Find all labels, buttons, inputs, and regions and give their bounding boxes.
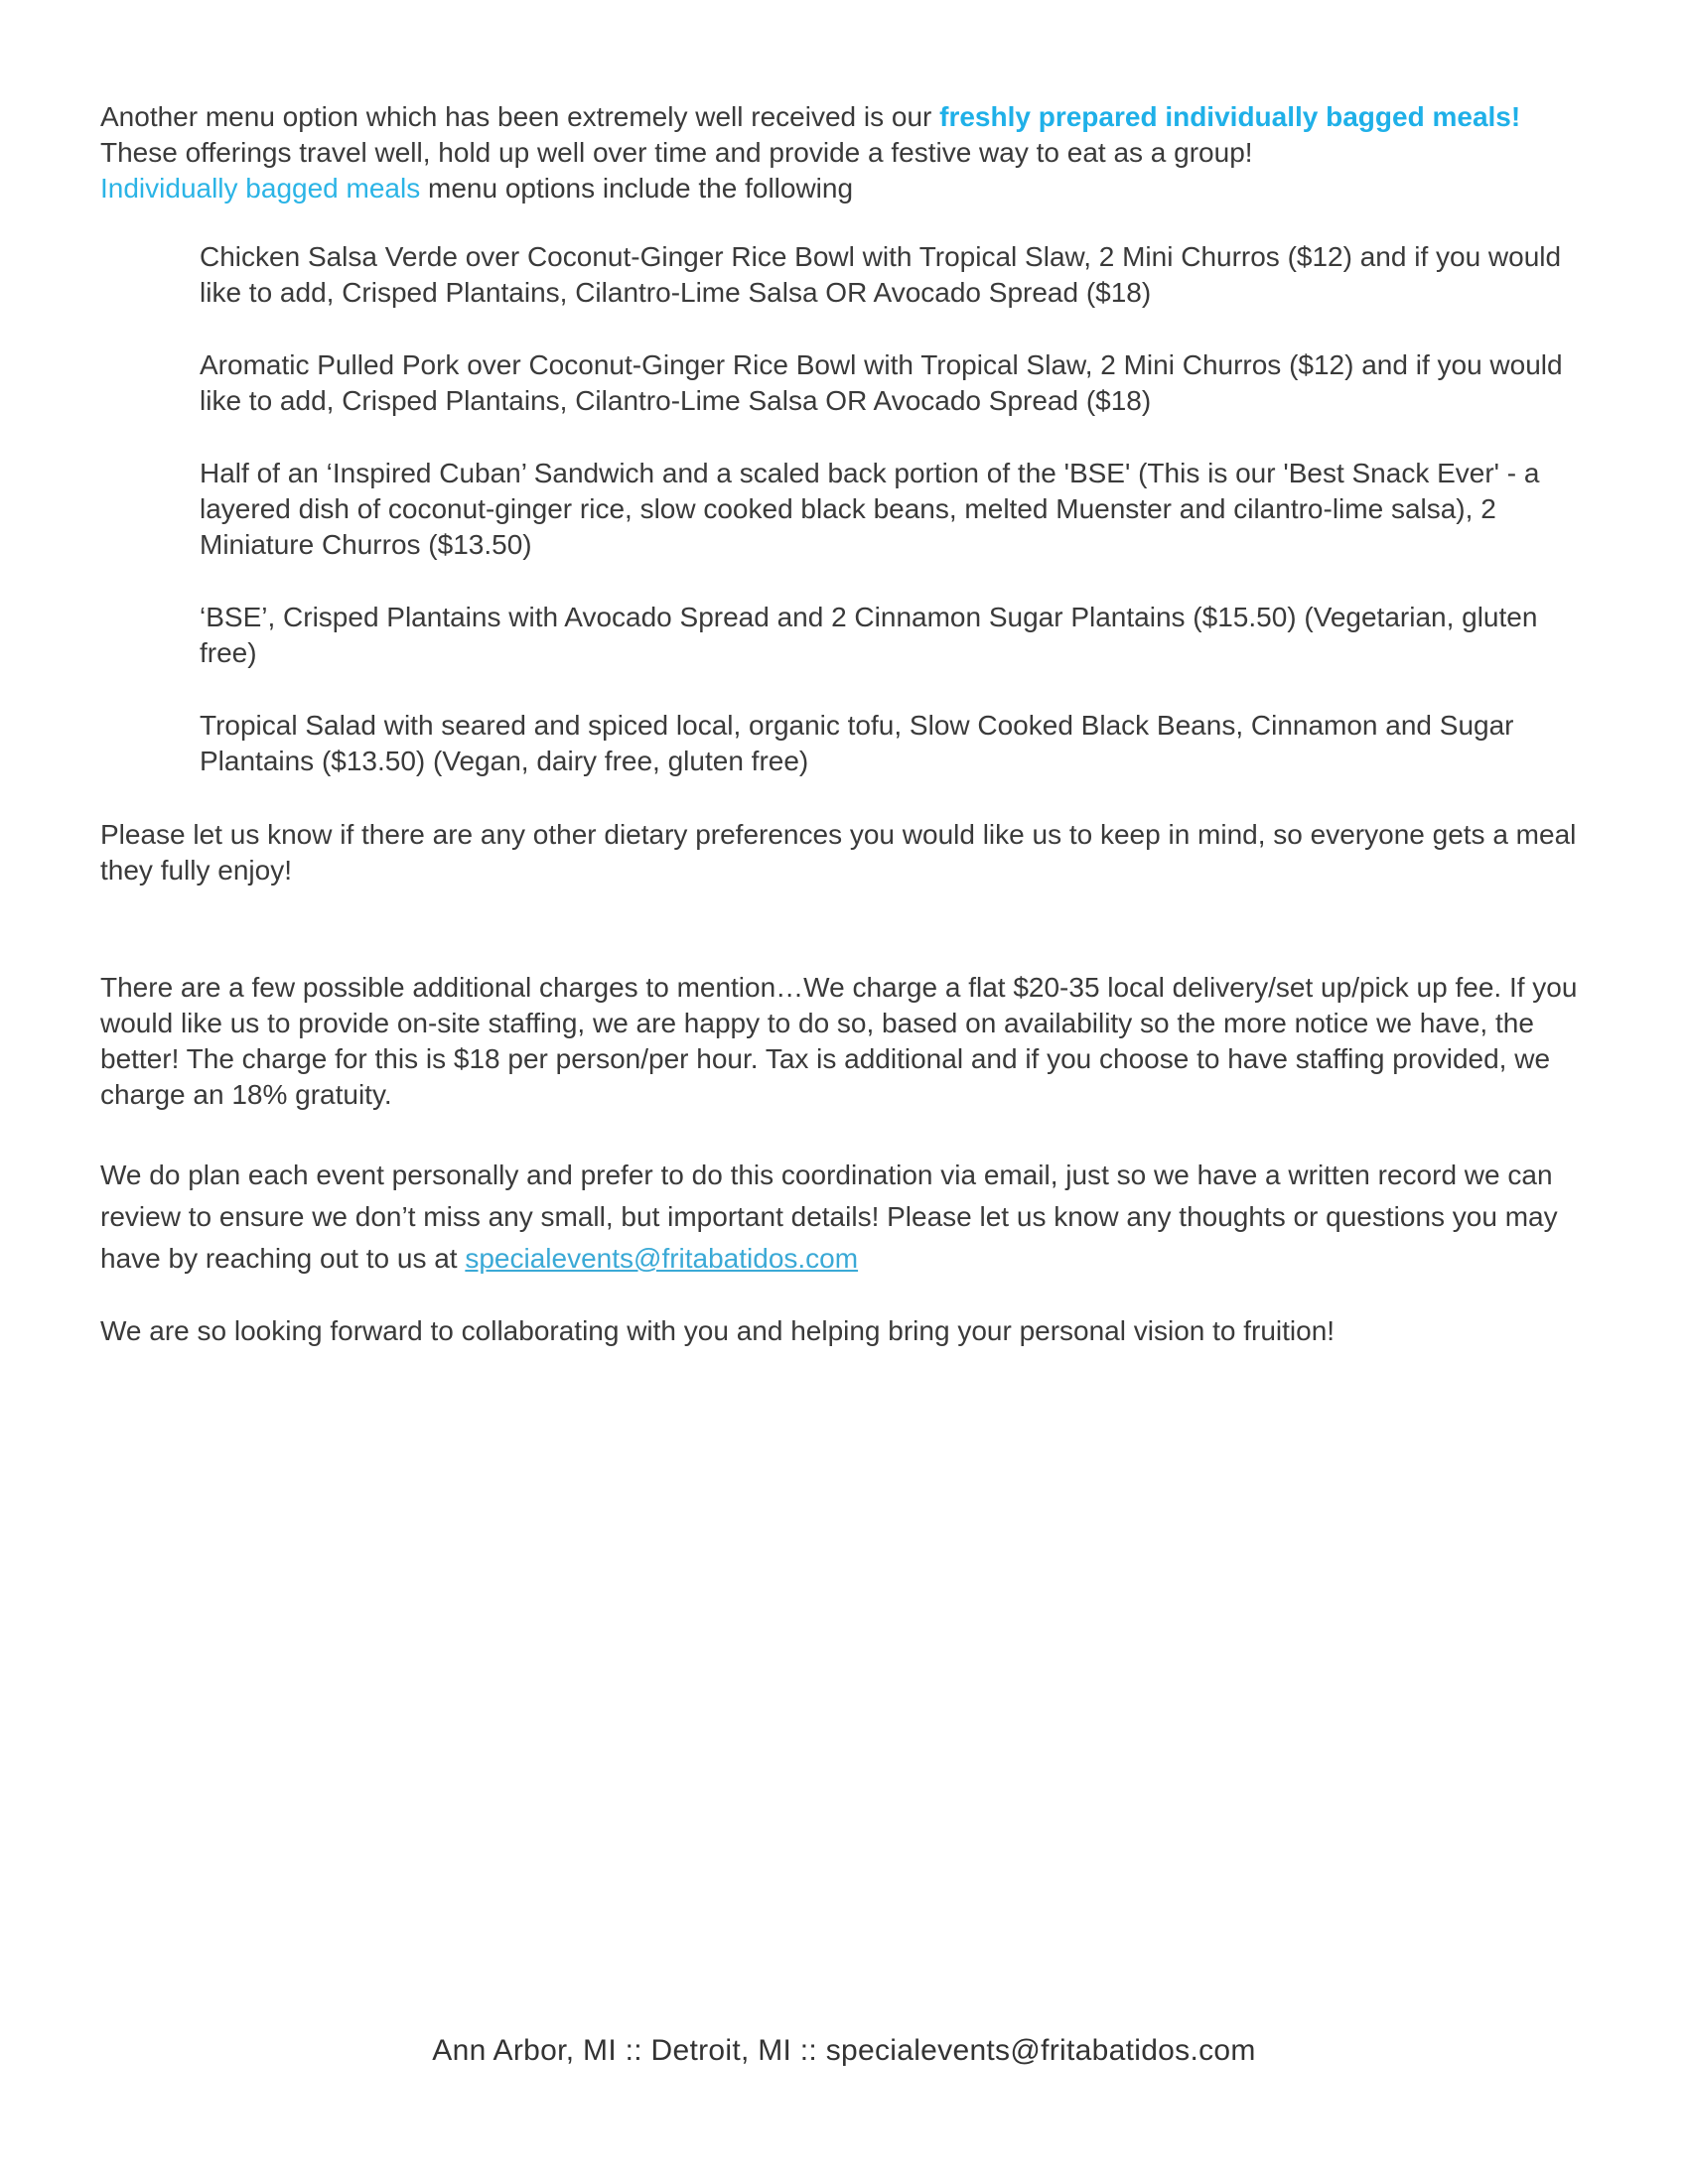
intro-line-1-text: Another menu option which has been extremely well received is our xyxy=(100,101,940,132)
menu-item: Chicken Salsa Verde over Coconut-Ginger Rice Bowl with Tropical Slaw, 2 Mini Churros ($12) and if you would like to add, Crisped Plantains, Cilantro-Lime Salsa OR Avocado Spread ($18) xyxy=(200,241,1562,308)
menu-item: Aromatic Pulled Pork over Coconut-Ginger Rice Bowl with Tropical Slaw, 2 Mini Churros ($12) and if you would like to add, Crisped Plantains, Cilantro-Lime Salsa OR Avocado Spread ($18) xyxy=(200,349,1563,416)
menu-item: Half of an ‘Inspired Cuban’ Sandwich and a scaled back portion of the 'BSE' (This is our 'Best Snack Ever' - a layered dish of coconut-ginger rice, slow cooked black beans, melted Muenster and cilantro-lime salsa), 2 Miniature Churros ($13.50) xyxy=(200,458,1540,560)
intro-line-3 xyxy=(100,171,1590,206)
email-link[interactable]: specialevents@fritabatidos.com xyxy=(465,1243,859,1274)
menu-item: ‘BSE’, Crisped Plantains with Avocado Spread and 2 Cinnamon Sugar Plantains ($15.50) (Vegetarian, gluten free) xyxy=(200,602,1538,668)
menu-item: Tropical Salad with seared and spiced local, organic tofu, Slow Cooked Black Beans, Cinnamon and Sugar Plantains ($13.50) (Vegan, dairy free, gluten free) xyxy=(200,710,1514,776)
intro-line-3-text: menu options include the following xyxy=(420,173,854,204)
intro-line-2: These offerings travel well, hold up well over time and provide a festive way to eat as a group! xyxy=(100,137,1253,168)
closing-note: We are so looking forward to collaborating with you and helping bring your personal vision to fruition! xyxy=(100,1315,1336,1346)
menu-options-list xyxy=(100,239,1590,779)
bagged-meals-highlight: freshly prepared individually bagged meals! xyxy=(939,101,1521,132)
document-body xyxy=(100,99,1590,1349)
dietary-note: Please let us know if there are any other dietary preferences you would like us to keep in mind, so everyone gets a meal they fully enjoy! xyxy=(100,819,1577,886)
bagged-meals-label: Individually bagged meals xyxy=(100,173,421,204)
page-footer: Ann Arbor, MI :: Detroit, MI :: specialevents@fritabatidos.com xyxy=(432,2034,1256,2067)
planning-note-text: We do plan each event personally and prefer to do this coordination via email, just so we have a written record we can review to ensure we don’t miss any small, but important details! Please let us know any thoughts or questions you may have by reaching out to us at xyxy=(100,1160,1558,1274)
additional-charges-note: There are a few possible additional charges to mention…We charge a flat $20-35 local delivery/set up/pick up fee. If you would like us to provide on-site staffing, we are happy to do so, based on availability so the more notice we have, the better! The charge for this is $18 per person/per hour. Tax is additional and if you choose to have staffing provided, we charge an 18% gratuity. xyxy=(100,972,1578,1110)
planning-note xyxy=(100,1155,1590,1280)
intro-line-1 xyxy=(100,99,1590,135)
